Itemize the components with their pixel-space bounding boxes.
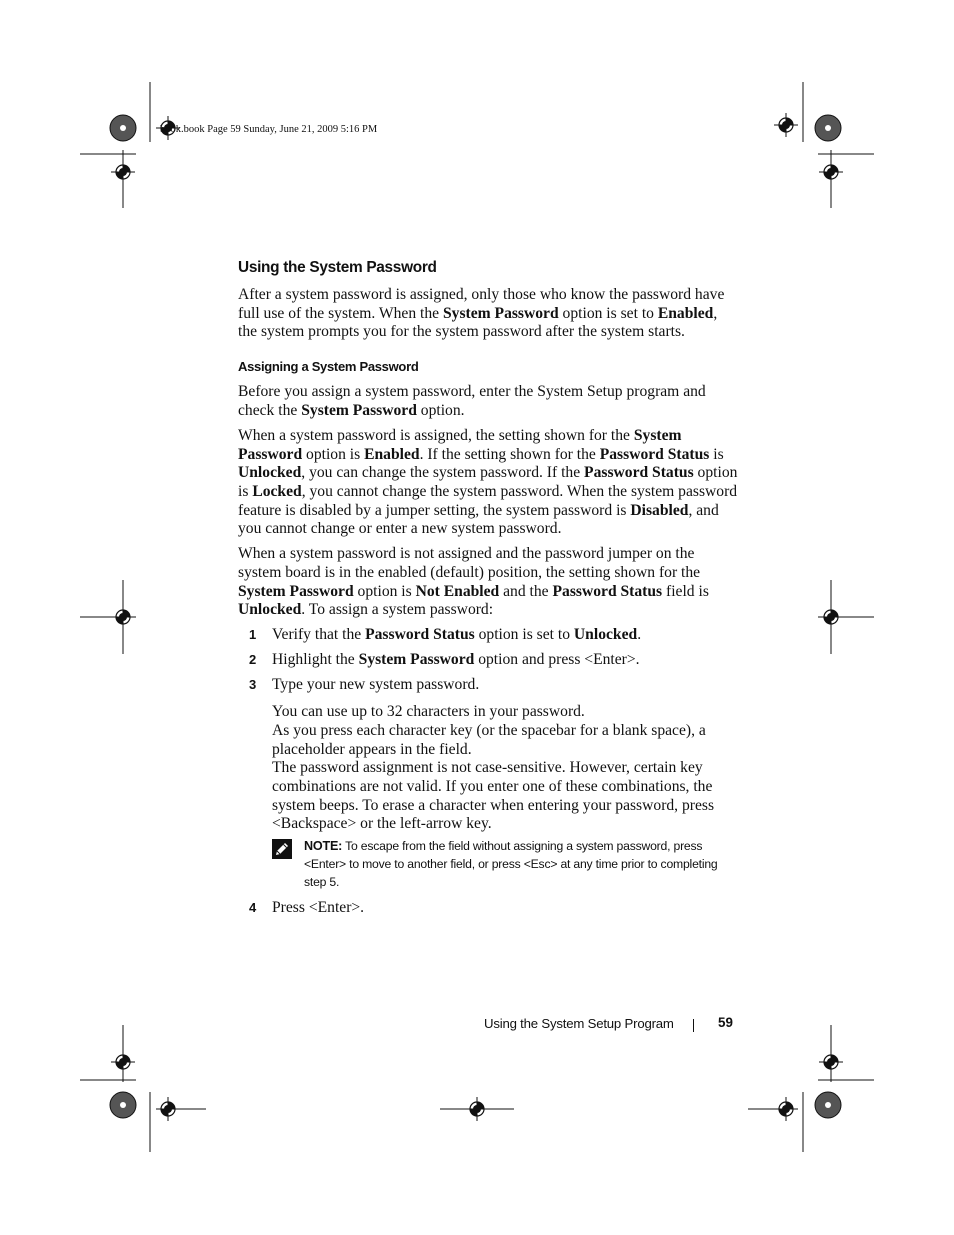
step-detail: You can use up to 32 characters in your password. <box>272 703 585 721</box>
paragraph-password-assigned: When a system password is assigned, the setting shown for the System Password option is Enabled. If the setting shown for the Password Status is Unlocked, you can change the system password. If the Password Status option is Locked, you cannot change the system password. When the system password feature is disabled by a jumper setting, the system password is Disabled, and you cannot change or enter a new system password. <box>238 426 738 538</box>
step-number: 4 <box>249 900 257 916</box>
section-intro-paragraph: After a system password is assigned, only those who know the password have full use of the system. When the System Password option is set to Enabled, the system prompts you for the system password after the system starts. <box>238 286 725 341</box>
footer-separator <box>693 1019 694 1032</box>
paragraph-before-assign: Before you assign a system password, enter the System Setup program and check the System Password option. <box>238 383 706 419</box>
star-target-icon <box>110 115 136 141</box>
star-target-icon <box>815 1092 841 1118</box>
step-number: 2 <box>249 652 257 668</box>
section-heading: Using the System Password <box>238 259 437 276</box>
note-pencil-icon <box>272 839 292 859</box>
print-header: book.book Page 59 Sunday, June 21, 2009 5:16 PM <box>160 124 378 135</box>
step-number: 1 <box>249 627 257 643</box>
registration-mark-icon <box>774 113 798 137</box>
step-item: 3 Type your new system password. <box>249 676 480 694</box>
note-text: To escape from the field without assigning a system password, press <Enter> to move to another field, or press <Esc> at any time prior to completing step 5. <box>304 839 718 889</box>
footer-chapter-title: Using the System Setup Program <box>484 1016 674 1031</box>
subsection-heading: Assigning a System Password <box>238 359 419 375</box>
page-number: 59 <box>718 1015 733 1030</box>
step-detail: The password assignment is not case-sensitive. However, certain key combinations are not valid. If you enter one of these combinations, the system beeps. To erase a character when entering your password, press <Backspace> or the left-arrow key. <box>272 759 715 833</box>
step-number: 3 <box>249 677 257 693</box>
page-content <box>238 258 738 924</box>
star-target-icon <box>815 115 841 141</box>
star-target-icon <box>110 1092 136 1118</box>
step-item: 2 Highlight the System Password option and press <Enter>. <box>249 651 640 669</box>
step-detail: As you press each character key (or the spacebar for a blank space), a placeholder appears in the field. <box>272 721 706 758</box>
step-item: 4 Press <Enter>. <box>249 899 365 917</box>
step-item: 1 Verify that the Password Status option is set to Unlocked. <box>249 626 642 644</box>
note-label: NOTE: <box>304 839 343 854</box>
note-callout <box>238 838 738 891</box>
paragraph-password-not-assigned: When a system password is not assigned and the password jumper on the system board is in the enabled (default) position, the setting shown for the System Password option is Not Enabled and the Password Status field is Unlocked. To assign a system password: <box>238 545 709 619</box>
